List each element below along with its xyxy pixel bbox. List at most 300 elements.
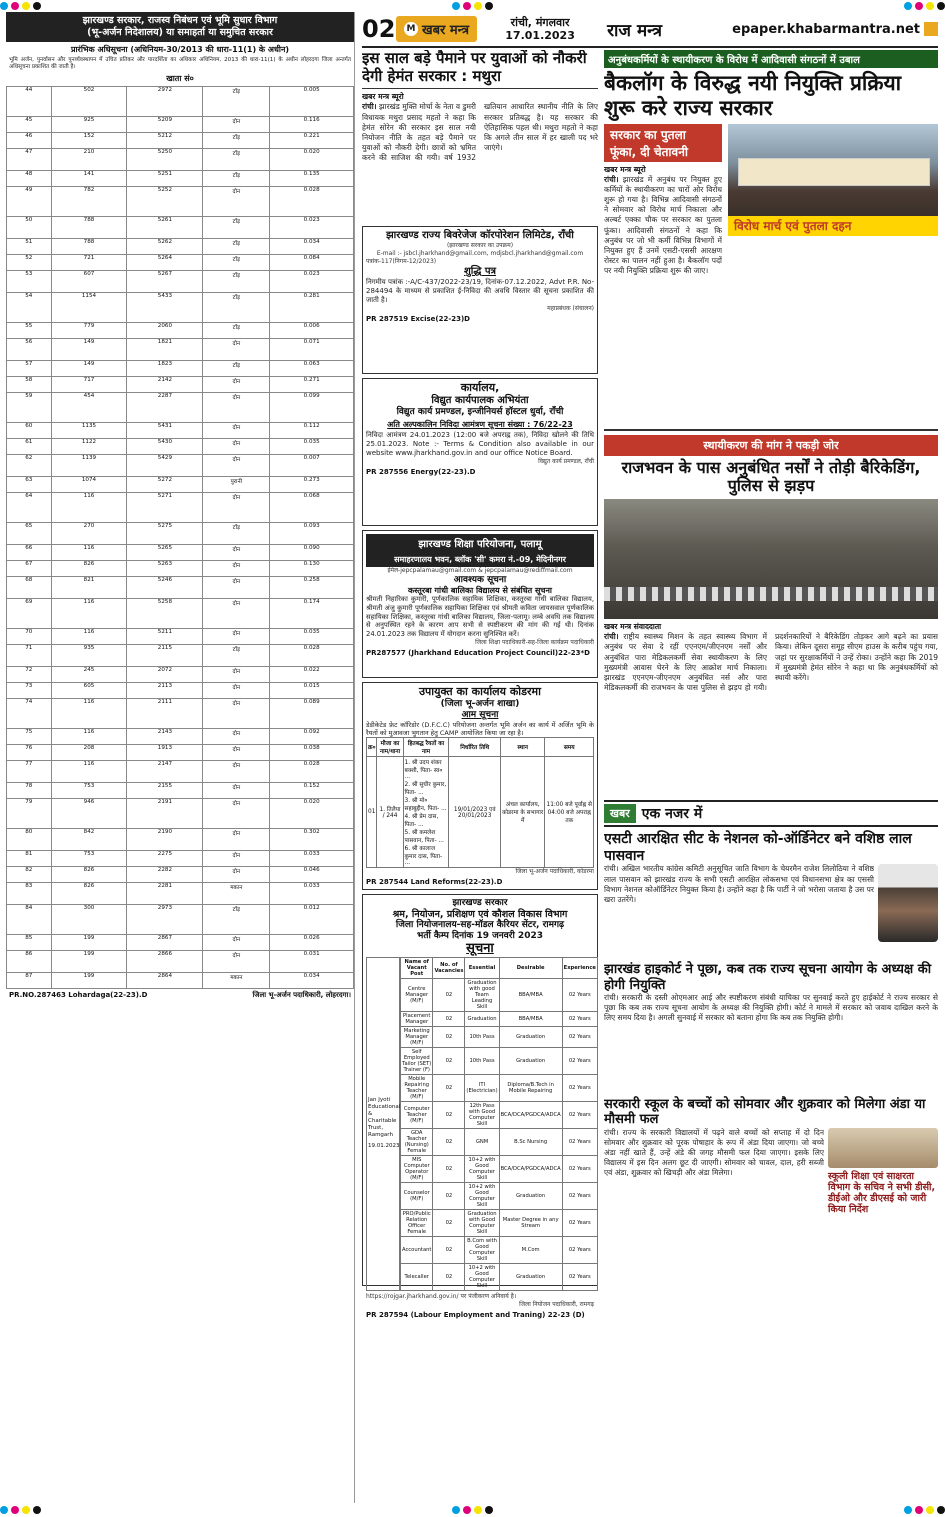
row-area: 0.020 [270, 149, 354, 171]
story-mathura [362, 50, 598, 222]
row-plot: 5246 [127, 577, 203, 599]
row-area: 0.063 [270, 361, 354, 377]
ad-ramgarh-signature: जिला नियोजन पदाधिकारी, रामगढ़ [519, 1300, 594, 1308]
table-row [7, 577, 354, 599]
row-type: दोन [203, 867, 270, 883]
story-backlog-body [604, 175, 722, 425]
row-type: टाँड़ [203, 361, 270, 377]
kod-sn: 01 [367, 756, 377, 867]
protest-banner [738, 158, 930, 186]
row-plot: 5433 [127, 293, 203, 323]
row-area: 0.068 [270, 493, 354, 523]
ad-koderma-signature: जिला भू-अर्जन पदाधिकारी, कोडरमा [515, 867, 594, 875]
table-row [401, 1128, 599, 1155]
story-backlog-dateline: रांची। [604, 174, 619, 184]
row-type: दोन [203, 629, 270, 645]
post-experience: 02 Years [562, 1263, 597, 1290]
post-age [597, 978, 598, 1011]
row-plot: 5264 [127, 255, 203, 271]
row-area: 0.005 [270, 87, 354, 117]
row-plot: 2191 [127, 799, 203, 829]
row-plot: 5263 [127, 561, 203, 577]
row-type: टाँड़ [203, 133, 270, 149]
post-desirable: BCA/DCA/PGDCA/ADCA [499, 1101, 562, 1128]
post-vacancies: 02 [433, 1236, 465, 1263]
ad-education [362, 530, 598, 678]
table-row [7, 477, 354, 493]
table-row [7, 117, 354, 133]
post-experience: 02 Years [562, 1128, 597, 1155]
row-plot: 1823 [127, 361, 203, 377]
row-plot: 5252 [127, 187, 203, 217]
ad-electric-title1: कार्यालय, [460, 381, 500, 395]
story-mathura-text: झारखंड मुक्ति मोर्चा के नेता व डुमरी विधायक मथुरा प्रसाद महतो ने कहा कि हेमंत सोरेन की सरकार इस साल नयी नियोजन नीति के तहत बड़े पैमाने पर युवाओं को नौकरी देगी। छात्रों को भ्रमित करने की साजिश की गयी। वर्ष 1932 खतियान आधारित स्थानीय नीति के लिए सरकार प्रतिबद्ध है। यह सरकार की ऐतिहासिक पहल थी। मथुरा महतो ने कहा कि अगले तीन साल में हर खाली पद भरे जाएंगे। [362, 102, 598, 163]
table-row [7, 293, 354, 323]
table-row [7, 951, 354, 973]
table-row [7, 729, 354, 745]
post-vacancies: 02 [433, 1101, 465, 1128]
table-row [7, 87, 354, 117]
row-area: 0.038 [270, 745, 354, 761]
column-header: निर्धारित तिथि [449, 737, 500, 756]
issue-date: 17.01.2023 [505, 29, 575, 42]
row-sn: 48 [7, 171, 52, 187]
column-header: Experience [562, 957, 597, 978]
row-type: दोन [203, 187, 270, 217]
post-desirable: M.Com [499, 1236, 562, 1263]
row-sn: 80 [7, 829, 52, 851]
row-area: 0.273 [270, 477, 354, 493]
row-area: 0.112 [270, 423, 354, 439]
ad-jsbcl-email: E-mail :- jsbcl.jharkhand@gmail.com, mdjsbcl.jharkhand@gmail.com [376, 250, 584, 258]
row-sn: 74 [7, 699, 52, 729]
ad-education-body: श्रीमती निहारिका कुमारी, पूर्णकालिक सहायिक शिक्षिका, कस्तूरबा गांधी बालिका विद्यालय, श्रीमती अंजु कुमारी पूर्णकालिक सहायिका शिक्षिका एवं श्रीमती कविता जायसवाल पूर्णकालिक सहायिका शिक्षिका, कस्तूरबा गांधी बालिका विद्यालय, जिला-पलामू। लम्बे अवधि तक विद्यालय से अनुपस्थित रहने के कारण आप सभी से स्पष्टीकरण की मांग की गई थी। दिनांक 24.01.2023 तक विद्यालय में योगदान करना सुनिश्चित करें। [366, 595, 594, 638]
row-area: 0.020 [270, 799, 354, 829]
row-area: 0.116 [270, 117, 354, 133]
row-area: 0.258 [270, 577, 354, 599]
post-desirable: Graduation [499, 1182, 562, 1209]
ad-ramgarh-pr: PR 287594 (Labour Employment and Traning) 22-23 (D) [366, 1310, 585, 1319]
row-area: 0.221 [270, 133, 354, 149]
table-row [401, 978, 599, 1011]
story-nurses-kicker: स्थायीकरण की मांग ने पकड़ी जोर [604, 435, 938, 456]
ad-education-signature: जिला शिक्षा पदाधिकारी-सह-जिला कार्यक्रम पदाधिकारी [475, 639, 594, 647]
table-row [7, 149, 354, 171]
row-type: दोन [203, 729, 270, 745]
ad-education-title2: समाहरणालय भवन, ब्लॉक 'सी' कमरा नं.-09, मेदिनीनगर [366, 552, 594, 567]
row-khata: 116 [51, 493, 127, 523]
row-area: 0.092 [270, 729, 354, 745]
table-row [7, 645, 354, 667]
row-khata: 454 [51, 393, 127, 423]
row-type: दोन [203, 783, 270, 799]
post-essential: Graduation [465, 1011, 499, 1026]
row-plot: 5262 [127, 239, 203, 255]
post-essential: 10+2 with Good Computer Skill [465, 1263, 499, 1290]
nazar-item3-body: रांची। राज्य के सरकारी विद्यालयों में पढ़ने वाले बच्चों को सप्ताह में दो दिन सोमवार और शुक्रवार को पूरक पोषाहार के रूप में अंडा दिया जाएगा। जो बच्चे अंडा नहीं खाते हैं, उन्हें अंडे की जगह मौसमी फल दिया जाएगा। इसके लिए विद्यालय में इस दिन अलग छूट दी जाएगी। सोमवार को चावल, दाल, हरी सब्जी एवं अंडा, शुक्रवार को खिचड़ी और अंडा मिलेगा। [604, 1127, 824, 1178]
table-row [7, 745, 354, 761]
website-url[interactable]: epaper.khabarmantra.net [732, 21, 920, 37]
post-experience: 02 Years [562, 1074, 597, 1101]
row-type: टाँड़ [203, 255, 270, 271]
post-vacancies: 02 [433, 1026, 465, 1047]
row-sn: 69 [7, 599, 52, 629]
row-area: 0.033 [270, 883, 354, 905]
column-header: Desirable [499, 957, 562, 978]
table-row [7, 493, 354, 523]
post-essential: 10+2 with Good Computer Skill [465, 1182, 499, 1209]
land-notice-subtitle: प्रारंभिक अधिसूचना (अधिनियम-30/2013 की धारा-11(1) के अधीन) [70, 45, 290, 54]
color-dots-bottom-left [0, 1506, 41, 1514]
table-row [7, 561, 354, 577]
nazar-item3-box: स्कूली शिक्षा एवं साक्षरता विभाग के सचिव ने सभी डीसी, डीईओ और डीएसई को जारी किया निर्देश [828, 1170, 936, 1216]
ad-electric-body: निविदा आमंत्रण 24.01.2023 (12:00 बजे अपराह्न तक), निविदा खोलने की तिथि 25.01.2023. Note :- Terms & Condition also available in our website www.jharkhand.gov.in and our office Notice Board. [366, 431, 594, 458]
row-type: मकान [203, 973, 270, 989]
row-type: दोन [203, 829, 270, 851]
color-dots-right [904, 2, 945, 10]
ad-koderma-title1: उपायुक्त का कार्यालय कोडरमा [419, 685, 541, 699]
table-row [7, 171, 354, 187]
row-type: टाँड़ [203, 905, 270, 935]
ad-ramgarh-title1: झारखण्ड सरकार [452, 898, 508, 909]
row-type: टाँड़ [203, 87, 270, 117]
table-row [7, 867, 354, 883]
row-area: 0.028 [270, 645, 354, 667]
column-header [597, 957, 598, 978]
row-type: दोन [203, 799, 270, 829]
ad-koderma-title2: (जिला भू-अर्जन शाखा) [440, 699, 520, 710]
nazar-item1 [604, 831, 938, 960]
row-area: 0.152 [270, 783, 354, 799]
post-name: Accountant [401, 1236, 433, 1263]
table-row [401, 1074, 599, 1101]
row-area: 0.084 [270, 255, 354, 271]
row-khata: 1135 [51, 423, 127, 439]
row-sn: 58 [7, 377, 52, 393]
row-sn: 79 [7, 799, 52, 829]
ad-electric-title3: विद्युत कार्य प्रमण्डल, इन्जीनियर्स हॉस्टल धुर्वा, राँची [396, 407, 564, 418]
row-plot: 5272 [127, 477, 203, 493]
table-row [7, 829, 354, 851]
row-sn: 53 [7, 271, 52, 293]
ad-ramgarh-employer-col [366, 957, 400, 1291]
row-sn: 55 [7, 323, 52, 339]
post-vacancies: 02 [433, 1209, 465, 1236]
post-experience: 02 Years [562, 1011, 597, 1026]
post-name: Self Employed Tailor (SET) Trainer (F) [402, 1048, 432, 1073]
row-type: दोन [203, 545, 270, 561]
ad-jsbcl [362, 226, 598, 374]
row-khata: 199 [51, 935, 127, 951]
ad-koderma-pr: PR 287544 Land Reforms(22-23).D [366, 877, 503, 886]
row-khata: 199 [51, 973, 127, 989]
row-sn: 77 [7, 761, 52, 783]
row-type: टाँड़ [203, 293, 270, 323]
section-name: राज मन्त्र [607, 20, 663, 41]
ad-koderma [362, 682, 598, 890]
story-nurses [604, 435, 938, 797]
row-khata: 116 [51, 699, 127, 729]
row-khata: 1139 [51, 455, 127, 477]
row-sn: 54 [7, 293, 52, 323]
ad-ramgarh-title5: सूचना [466, 941, 494, 957]
table-row [7, 905, 354, 935]
registration-strip-top [0, 1, 945, 11]
row-plot: 2147 [127, 761, 203, 783]
row-sn: 64 [7, 493, 52, 523]
post-age [597, 1026, 598, 1047]
row-plot: 2060 [127, 323, 203, 339]
row-khata: 199 [51, 951, 127, 973]
row-khata: 782 [51, 187, 127, 217]
row-area: 0.035 [270, 439, 354, 455]
dateline [485, 16, 595, 42]
row-khata: 935 [51, 645, 127, 667]
row-plot: 5209 [127, 117, 203, 133]
story-mathura-body [362, 102, 598, 222]
ad-koderma-body: डेडीकेटेड फ्रेट कॉरिडोर (D.F.C.C) परियोजना अन्तर्गत भूमि अर्जन का कार्य में अर्जित भूमि के रैयतों को मुआवजा भुगतान हेतु CAMP आयोजित किया जा रहा है। [366, 720, 594, 737]
row-khata: 826 [51, 883, 127, 905]
protest-photo [728, 124, 938, 236]
row-khata: 607 [51, 271, 127, 293]
row-sn: 57 [7, 361, 52, 377]
row-sn: 84 [7, 905, 52, 935]
row-type: दोन [203, 455, 270, 477]
row-khata: 116 [51, 761, 127, 783]
post-desirable: Diploma/B.Tech in Mobile Repairing [499, 1074, 562, 1101]
row-plot: 5271 [127, 493, 203, 523]
row-plot: 5212 [127, 133, 203, 149]
row-type: दोन [203, 851, 270, 867]
nazar-item3-aside [828, 1128, 938, 1328]
land-notice-pr: PR.NO.287463 Lohardaga(22-23).D [9, 991, 148, 999]
table-row [7, 439, 354, 455]
color-dots-bottom-right [904, 1506, 945, 1514]
post-desirable: Graduation [499, 1026, 562, 1047]
row-sn: 78 [7, 783, 52, 799]
row-area: 0.012 [270, 905, 354, 935]
table-row [7, 783, 354, 799]
row-sn: 45 [7, 117, 52, 133]
row-sn: 67 [7, 561, 52, 577]
ad-education-notice-sub: कस्तूरबा गांधी बालिका विद्यालय से संबंधित सूचना [408, 585, 552, 595]
table-row [7, 377, 354, 393]
right-column [604, 50, 938, 1503]
color-dots-left [0, 2, 41, 10]
page-number: 02 [362, 15, 396, 43]
row-type: पुरानी [203, 477, 270, 493]
table-row [401, 1182, 599, 1209]
row-area: 0.028 [270, 187, 354, 217]
table-row [401, 1047, 599, 1074]
table-row [7, 799, 354, 829]
row-type: दोन [203, 745, 270, 761]
row-plot: 2287 [127, 393, 203, 423]
ad-education-notice-title: आवश्यक सूचना [453, 575, 507, 586]
nazar-title: एक नजर में [641, 805, 703, 822]
post-essential: B.Com with Good Computer Skill [465, 1236, 499, 1263]
row-khata: 270 [51, 523, 127, 545]
ad-electric-signature: विद्युत कार्य प्रमण्डल, राँची [538, 458, 594, 466]
row-type: दोन [203, 699, 270, 729]
post-vacancies: 02 [433, 1263, 465, 1290]
post-age [597, 1128, 598, 1155]
color-dots-bottom-center [452, 1506, 493, 1514]
story-backlog-left [604, 124, 722, 425]
post-desirable: B.Sc Nursing [499, 1128, 562, 1155]
story-backlog-headline: बैकलॉग के विरुद्ध नयी नियुक्ति प्रक्रिया शुरू करे राज्य सरकार [604, 71, 902, 120]
row-sn: 81 [7, 851, 52, 867]
row-plot: 2275 [127, 851, 203, 867]
ad-education-title1: झारखण्ड शिक्षा परियोजना, पलामू [366, 534, 594, 552]
website[interactable] [732, 22, 938, 37]
post-essential: 10th Pass [465, 1026, 499, 1047]
row-area: 0.302 [270, 829, 354, 851]
row-type: दोन [203, 423, 270, 439]
arrow-icon [924, 22, 938, 36]
kod-name: 4. श्री प्रेम दास, पिता- ... [404, 813, 439, 828]
post-name: MIS Computer Operator (M/F) [401, 1155, 433, 1182]
nazar-header [604, 800, 938, 827]
table-row [401, 1026, 599, 1047]
post-vacancies: 02 [433, 1182, 465, 1209]
row-plot: 2190 [127, 829, 203, 851]
ad-education-email: ईमेल-jepcpalamau@gmail.com & jepcpalamau@rediffmail.com [387, 567, 573, 575]
table-row [7, 239, 354, 255]
land-notice-title2: (भू-अर्जन निदेशालय) या समाहर्ता या समुचित सरकार [87, 27, 273, 38]
row-plot: 5429 [127, 455, 203, 477]
nazar-item3-headline: सरकारी स्कूल के बच्चों को सोमवार और शुक्रवार को मिलेगा अंडा या मौसमी फल [604, 1096, 926, 1128]
row-area: 0.271 [270, 377, 354, 393]
table-row [7, 455, 354, 477]
post-experience: 02 Years [562, 1026, 597, 1047]
ad-jsbcl-patrank: पत्रांक-117(निगम-12/2023) [366, 258, 437, 266]
kod-name: 5. श्री कमलेश पासवान, पिता- ... [404, 829, 444, 844]
table-row [7, 393, 354, 423]
table-row [7, 883, 354, 905]
row-area: 0.023 [270, 271, 354, 293]
post-experience: 02 Years [562, 1209, 597, 1236]
nazar-item1-headline: एसटी आरक्षित सीट के नेशनल को-ऑर्डिनेटर बने वशिष्ठ लाल पासवान [604, 831, 912, 864]
row-khata: 149 [51, 361, 127, 377]
row-sn: 71 [7, 645, 52, 667]
row-type: दोन [203, 561, 270, 577]
row-area: 0.089 [270, 699, 354, 729]
table-row [7, 339, 354, 361]
post-age [597, 1236, 598, 1263]
color-dots-center [452, 2, 493, 10]
row-area: 0.090 [270, 545, 354, 561]
row-khata: 149 [51, 339, 127, 361]
land-notice-footer [9, 991, 351, 1000]
nazar-item2 [604, 962, 938, 1095]
table-row [7, 599, 354, 629]
row-plot: 2115 [127, 645, 203, 667]
post-name: Placement Manager [401, 1011, 433, 1026]
row-khata: 1122 [51, 439, 127, 455]
story-backlog-kicker: अनुबंधकर्मियों के स्थायीकरण के विरोध में आदिवासी संगठनों में उबाल [604, 50, 938, 68]
row-type: टाँड़ [203, 239, 270, 255]
masthead [362, 12, 938, 48]
row-plot: 5275 [127, 523, 203, 545]
post-name: Counselor (M/F) [401, 1182, 433, 1209]
table-row [7, 271, 354, 293]
row-khata: 1074 [51, 477, 127, 493]
ad-ramgarh-content [366, 957, 594, 1291]
story-nurses-byline: खबर मन्त्र संवाददाता [604, 622, 662, 632]
table-row [7, 323, 354, 339]
kod-place: अंचल कार्यालय, कोडरमा के सभागार में [500, 756, 544, 867]
ad-jsbcl-title: झारखण्ड राज्य बिवरेजेज कॉरपोरेशन लिमिटेड, राँची [386, 230, 574, 242]
table-row [7, 667, 354, 683]
row-type: टाँड़ [203, 217, 270, 239]
story-mathura-dateline: रांची। [362, 102, 377, 112]
ad-jsbcl-pr: PR 287519 Excise(22-23)D [366, 314, 470, 323]
row-area: 0.035 [270, 629, 354, 645]
post-experience: 02 Years [562, 1182, 597, 1209]
nazar-item2-body: रांची। सरकारी के दस्ती ओएमआर आई और स्पष्टीकरण संबंधी याचिका पर सुनवाई करते हुए हाईकोर्ट ने राज्य सरकार से पूछा कि कब तक राज्य सूचना आयोग के अध्यक्ष की नियुक्ति होगी। कोर्ट ने मामले में सरकार को जवाब दाखिल करने के लिए समय दिया है। अगली सुनवाई में सरकार को बताना होगा कि कब तक नियुक्ति होगी। [604, 992, 938, 1023]
post-age [597, 1101, 598, 1128]
row-area: 0.130 [270, 561, 354, 577]
row-plot: 5258 [127, 599, 203, 629]
protest-banner-caption: विरोध मार्च एवं पुतला दहन [728, 216, 938, 236]
ad-ramgarh-title4: भर्ती कैम्प दिनांक 19 जनवरी 2023 [417, 930, 543, 941]
ad-ramgarh [362, 894, 598, 1319]
kod-name: 1. श्री उदय शंकर बक्शी, पिता- स्व० ... [404, 759, 443, 780]
row-sn: 73 [7, 683, 52, 699]
row-plot: 2113 [127, 683, 203, 699]
row-plot: 2072 [127, 667, 203, 683]
story-nurses-text: राष्ट्रीय स्वास्थ्य मिशन के तहत स्वास्थ्य विभाग में अनुबंध पर सेवा दे रहीं एएनएम/जीएनएम नर्सों और अनुबंधित पारा मेडिकलकर्मी सेवा स्थायीकरण के लिए मुख्यमंत्री आवास घेरने के लिए आक्रोश मार्च निकाला। झारखंड एएनएम-जीएनएम अनुबंधित नर्स और पारा मेडिकलकर्मी की राजभवन के पास पुलिस से झड़प हो गयी। प्रदर्शनकारियों ने बैरिकेडिंग तोड़कर आगे बढ़ने का प्रयास किया। लेकिन दूसरा समूह सीएम हाउस के करीब पहुंच गया, जहां पर सुरक्षाकर्मियों ने उन्हें रोका। उन्होंने कहा कि 2019 में मुख्यमंत्री हेमंत सोरेन ने कहा था कि अनुबंधकर्मियों को स्थायी करेंगे। [604, 632, 938, 693]
row-type: टाँड़ [203, 171, 270, 187]
post-name: GDA Teacher (Nursing) Female [401, 1128, 433, 1155]
kod-name: 2. श्री सुधीर कुमार, पिता- ... [404, 781, 447, 796]
row-sn: 47 [7, 149, 52, 171]
row-plot: 2111 [127, 699, 203, 729]
ad-jsbcl-notice-title: शुद्धि पत्र [463, 266, 497, 278]
row-type: दोन [203, 377, 270, 393]
row-plot: 5265 [127, 545, 203, 561]
row-sn: 59 [7, 393, 52, 423]
row-khata: 116 [51, 629, 127, 645]
row-area: 0.028 [270, 761, 354, 783]
ad-ramgarh-title2: श्रम, नियोजन, प्रशिक्षण एवं कौशल विकास विभाग [392, 908, 568, 920]
row-area: 0.026 [270, 935, 354, 951]
land-notice-intro: भूमि अर्जन, पुनर्वासन और पुनर्व्यवस्थापन में उचित प्रतिकर और पारदर्शिता का अधिकार अधिनियम, 2013 की धारा-11(1) के अधीन लोहरदगा जिला अन्तर्गत अधिसूचना प्रकाशित की जाती है। [9, 57, 351, 70]
story-nurses-dateline: रांची। [604, 632, 619, 642]
kod-name: 6. श्री कालाज कुमार दास, पिता- ... [404, 845, 443, 866]
post-name: Centre Manager (M/F) [401, 978, 433, 1011]
row-type: टाँड़ [203, 323, 270, 339]
row-sn: 85 [7, 935, 52, 951]
middle-column [362, 50, 598, 1503]
row-plot: 5261 [127, 217, 203, 239]
kod-names [403, 756, 449, 867]
kod-time: 11:00 बजे पूर्वाह्न से 04:00 बजे अपराह्न तक [545, 756, 594, 867]
row-sn: 75 [7, 729, 52, 745]
table-row [7, 683, 354, 699]
post-age [597, 1209, 598, 1236]
row-khata: 1154 [51, 293, 127, 323]
ad-koderma-table [366, 737, 594, 868]
post-name: Mobile Repairing Teacher (M/F) [401, 1074, 433, 1101]
nurses-photo [604, 499, 938, 619]
land-notice-title1: झारखण्ड सरकार, राजस्व निबंधन एवं भूमि सुधार विभाग [82, 15, 278, 26]
row-area: 0.046 [270, 867, 354, 883]
kod-mauja: 1. तिलैया / 244 [377, 756, 403, 867]
row-khata: 502 [51, 87, 127, 117]
row-area: 0.031 [270, 951, 354, 973]
